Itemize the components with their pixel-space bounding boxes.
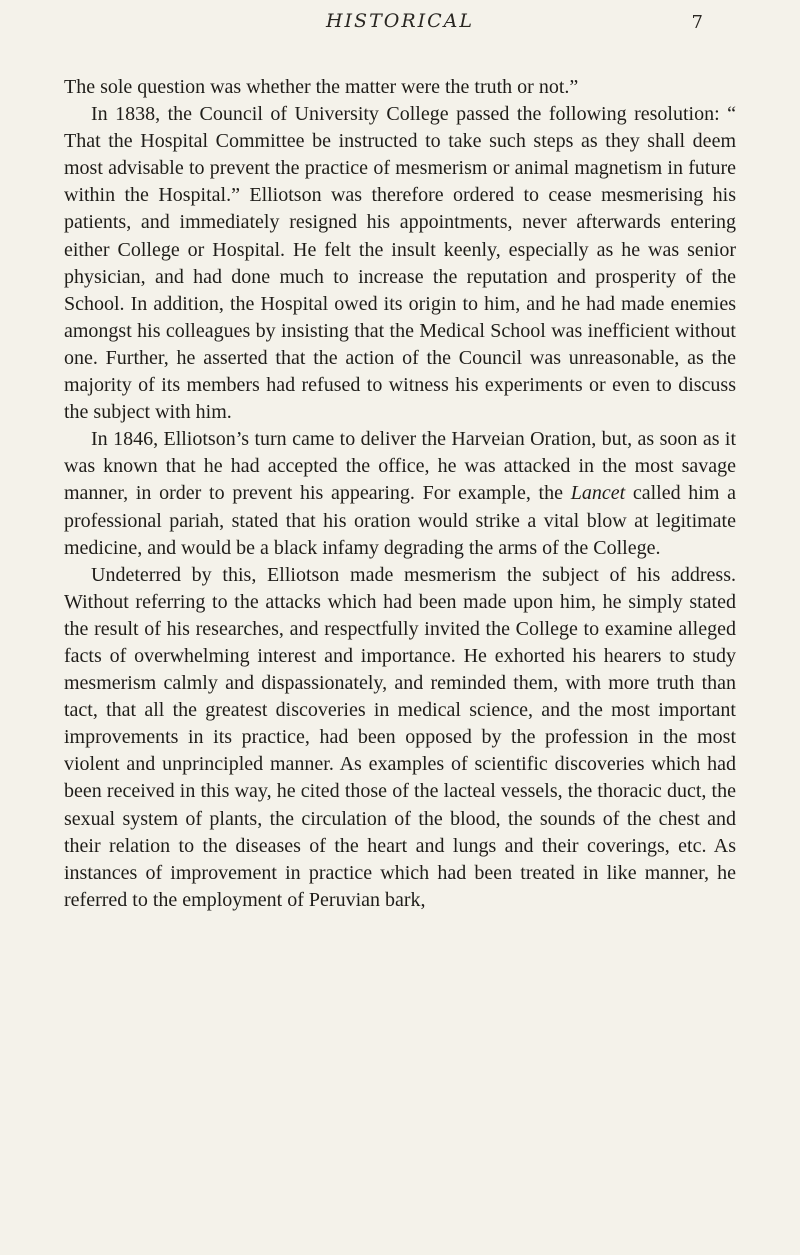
paragraph-1: The sole question was whether the matter were the truth or not.” [64, 76, 579, 98]
running-head [0, 10, 800, 40]
paragraph-4: Undeterred by this, Elliotson made mesmerism the subject of his address. Without referring to the attacks which had been made upon him, he simply stated the result of his researches, and respectfully invited the College to examine alleged facts of overwhelming interest and importance. He exhorted his hearers to study mesmerism calmly and dispassionately, and reminded them, with more truth than tact, that all the greatest discoveries in medical science, and the most important improvements in its practice, had been opposed by the profession in the most violent and unprincipled manner. As examples of scientific discoveries which had been received in this way, he cited those of the lacteal vessels, the thoracic duct, the sexual system of plants, the circulation of the blood, the sounds of the chest and their relation to the diseases of the heart and lungs and their coverings, etc. As instances of improvement in practice which had been treated in like manner, he referred to the employment of Peruvian bark, [64, 563, 736, 911]
running-title: HISTORICAL [325, 10, 475, 32]
paragraph-3 [64, 426, 736, 561]
body-text [64, 74, 736, 914]
page-number: 7 [691, 12, 703, 33]
paragraph-2: In 1838, the Council of University College passed the following resolution: “ That the Hospital Committee be instructed to take such steps as they shall deem most advisable to prevent the practice of mesmerism or animal magnetism in future within the Hospital.” Elliotson was therefore ordered to cease mesmerising his patients, and immediately resigned his appointments, never afterwards entering either College or Hospital. He felt the insult keenly, especially as he was senior physician, and had done much to increase the reputation and prosperity of the School. In addition, the Hospital owed its origin to him, and he had made enemies amongst his colleagues by insisting that the Medical School was inefficient without one. Further, he asserted that the action of the Council was unreasonable, as the majority of its members had refused to witness his experiments or even to discuss the subject with him. [64, 103, 736, 424]
paragraph-3-text-end: called him a professional pariah, stated that his oration would strike a vital blow at legitimate medicine, and would be a black infamy degrading the arms of the College. [64, 482, 737, 559]
journal-title-italic: Lancet [570, 482, 626, 505]
paragraph-3-text-start: In 1846, Elliotson’s turn came to deliver the Harveian Oration, but, as soon as it was known that he had accepted the office, he was attacked in the most savage manner, in order to prevent his appearing. For example, the [64, 428, 736, 505]
